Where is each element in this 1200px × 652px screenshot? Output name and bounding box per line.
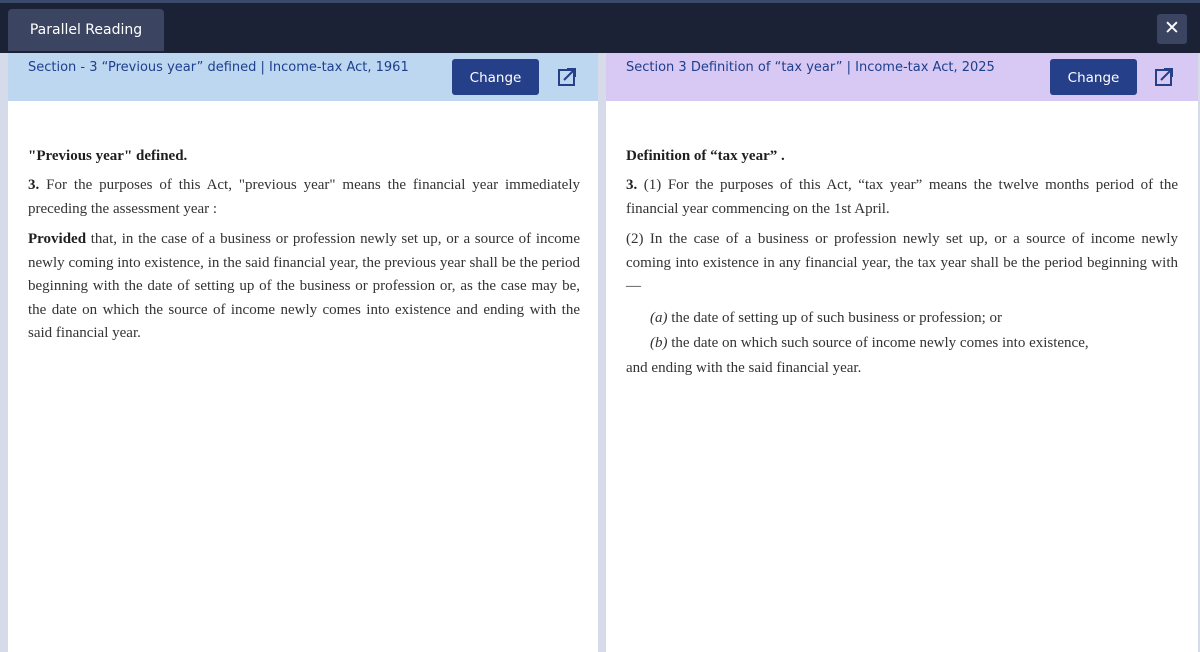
left-pane-title: Section - 3 “Previous year” defined | Income-tax Act, 1961 <box>28 60 409 75</box>
window-title-tab: Parallel Reading <box>8 9 164 51</box>
section-paragraph-1 <box>626 174 1178 221</box>
clause-text: the date on which such source of income newly comes into existence, <box>667 334 1089 351</box>
proviso-text: that, in the case of a business or profession newly set up, or a source of income newly coming into existence, in the said financial year, the previous year shall be the period beginning with the date of setting up of the business or profession or, as the case may be, the date on which the source of income newly comes into existence and ending with the said financial year. <box>28 231 580 341</box>
clause-text: the date of setting up of such business or profession; or <box>667 309 1003 326</box>
section-heading: Definition of “tax year” . <box>626 148 785 164</box>
right-pane-title: Section 3 Definition of “tax year” | Income-tax Act, 2025 <box>626 60 995 75</box>
left-pane-header <box>8 53 598 101</box>
section-paragraph-1 <box>28 174 580 221</box>
clause-item <box>626 306 1178 331</box>
clause-list <box>626 306 1178 356</box>
close-icon: ✕ <box>1164 18 1180 39</box>
close-button[interactable] <box>1157 14 1187 44</box>
right-pane <box>606 53 1198 652</box>
right-pane-body <box>626 145 1178 381</box>
section-number: 3. <box>28 177 40 193</box>
parallel-reading-content <box>0 53 1200 652</box>
clause-marker: (b) <box>650 334 668 351</box>
proviso-lead: Provided <box>28 231 87 247</box>
external-link-icon[interactable] <box>1154 67 1174 87</box>
paragraph-text: (1) For the purposes of this Act, “tax year” means the twelve months period of the financial year commencing on the 1st April. <box>626 177 1178 217</box>
paragraph-text: For the purposes of this Act, "previous year" means the financial year immediately preceding the assessment year : <box>28 177 580 217</box>
left-change-button[interactable]: Change <box>452 59 539 95</box>
external-link-icon[interactable] <box>557 67 577 87</box>
section-paragraph-2: (2) In the case of a business or profession newly set up, or a source of income newly coming into existence in any financial year, the tax year shall be the period beginning with— <box>626 231 1178 294</box>
clause-marker: (a) <box>650 309 668 326</box>
right-pane-header <box>606 53 1198 101</box>
section-heading: "Previous year" defined. <box>28 148 188 164</box>
title-bar <box>0 3 1200 53</box>
section-number: 3. <box>626 177 638 193</box>
left-pane-body <box>28 145 580 353</box>
left-pane <box>8 53 598 652</box>
right-change-button[interactable]: Change <box>1050 59 1137 95</box>
closing-text: and ending with the said financial year. <box>626 359 862 376</box>
section-proviso <box>28 228 580 346</box>
clause-item <box>626 331 1178 356</box>
